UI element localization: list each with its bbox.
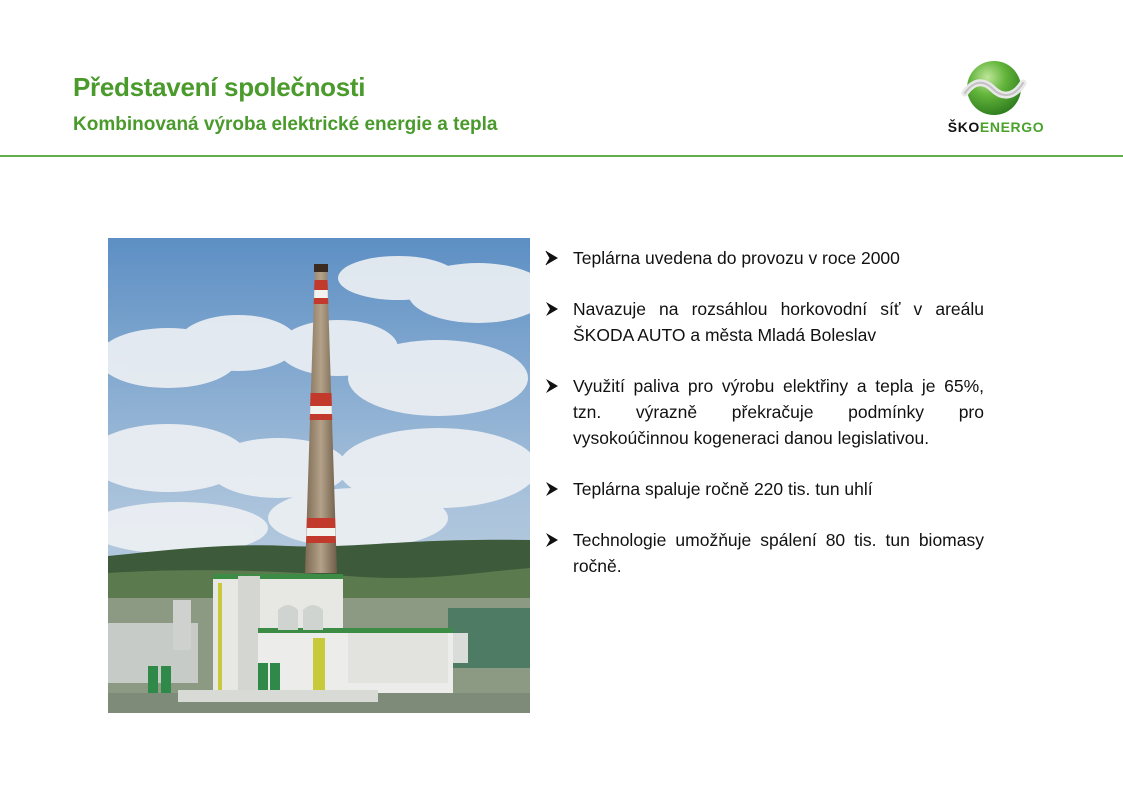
arrow-bullet-icon [544, 301, 560, 317]
bullet-list [544, 245, 984, 604]
bullet-text: Technologie umožňuje spálení 80 tis. tun biomasy ročně. [573, 530, 984, 576]
page-title: Představení společnosti [73, 72, 366, 102]
logo-wordmark [934, 119, 1058, 135]
arrow-bullet-icon [544, 532, 560, 548]
header-divider [0, 155, 1123, 157]
arrow-bullet-icon [544, 250, 560, 266]
list-item [544, 527, 984, 579]
arrow-bullet-icon [544, 481, 560, 497]
bullet-text: Teplárna uvedena do provozu v roce 2000 [573, 248, 900, 268]
bullet-text: Teplárna spaluje ročně 220 tis. tun uhlí [573, 479, 873, 499]
heating-plant-photo [108, 238, 530, 713]
list-item [544, 296, 984, 348]
bullet-text: Navazuje na rozsáhlou horkovodní síť v areálu ŠKODA AUTO a města Mladá Boleslav [573, 299, 984, 345]
arrow-bullet-icon [544, 378, 560, 394]
bullet-text: Využití paliva pro výrobu elektřiny a tepla je 65%, tzn. výrazně překračuje podmínky pro vysokoúčinnou kogeneraci danou legislativou. [573, 376, 984, 448]
logo-globe-icon [961, 59, 1027, 117]
skoenergo-logo [930, 55, 1060, 140]
list-item [544, 476, 984, 502]
list-item [544, 373, 984, 451]
page-subtitle: Kombinovaná výroba elektrické energie a tepla [73, 114, 498, 135]
logo-text-sko: ŠKO [947, 119, 980, 135]
logo-text-energo: ENERGO [979, 119, 1045, 135]
list-item [544, 245, 984, 271]
